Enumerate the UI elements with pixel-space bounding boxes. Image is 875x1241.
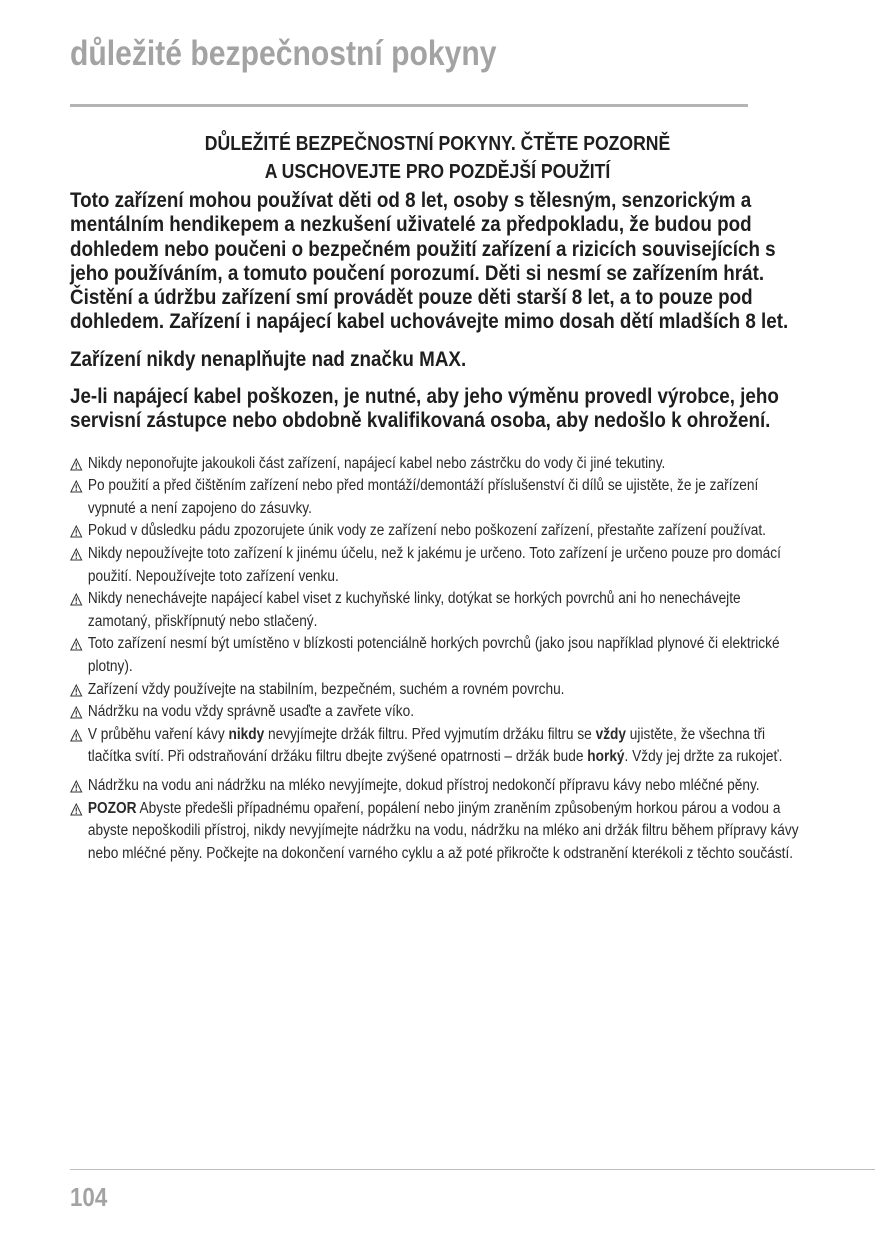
warning-item xyxy=(70,543,805,588)
warning-text: Nikdy neponořujte jakoukoli část zařízení, napájecí kabel nebo zástrčku do vody či jiné tekutiny. xyxy=(87,454,666,472)
warning-item xyxy=(70,475,805,520)
caution-label: POZOR xyxy=(87,799,137,817)
text-segment: ujistěte, že všechna tři tlačítka svítí. Při odstraňování držáku filtru dbejte zvýšené opatrnosti – držák bude xyxy=(87,725,766,766)
warning-triangle-icon xyxy=(70,701,86,719)
warning-item xyxy=(70,775,805,798)
warning-triangle-icon xyxy=(70,724,86,742)
warning-text: Pokud v důsledku pádu zpozorujete únik vody ze zařízení nebo poškození zařízení, přestaňte zařízení používat. xyxy=(87,522,766,540)
warning-text xyxy=(88,726,783,766)
warning-item xyxy=(70,588,805,633)
warning-text: Nikdy nenechávejte napájecí kabel viset z kuchyňské linky, dotýkat se horkých povrchů ani ho nenechávejte zamotaný, přiskřípnutý nebo stlačený. xyxy=(87,590,741,630)
page-number: 104 xyxy=(70,1182,108,1212)
warning-item xyxy=(70,633,805,678)
warning-triangle-icon xyxy=(70,520,86,538)
warning-text: Toto zařízení nesmí být umístěno v blízkosti potenciálně horkých povrchů (jako jsou například plynové či elektrické plotny). xyxy=(87,635,780,676)
max-fill-paragraph: Zařízení nikdy nenaplňujte nad značku MAX. xyxy=(70,346,467,371)
warning-text: Zařízení vždy používejte na stabilním, bezpečném, suchém a rovném povrchu. xyxy=(87,680,565,698)
warning-item xyxy=(70,520,805,543)
warning-triangle-icon xyxy=(70,453,86,471)
heading-line-1: DŮLEŽITÉ BEZPEČNOSTNÍ POKYNY. ČTĚTE POZORNĚ xyxy=(204,133,671,155)
emphasis-hot: horký xyxy=(587,748,625,766)
text-segment: nevyjímejte držák filtru. Před vyjmutím držáku filtru se xyxy=(264,725,596,743)
power-cord-paragraph: Je-li napájecí kabel poškozen, je nutné, aby jeho výměnu provedl výrobce, jeho servisní zástupce nebo obdobně kvalifikovaná osoba, aby nedošlo k ohrožení. xyxy=(70,384,779,433)
emphasis-always: vždy xyxy=(595,725,626,743)
warning-text: Nádržku na vodu ani nádržku na mléko nevyjímejte, dokud přístroj nedokončí přípravu kávy nebo mléčné pěny. xyxy=(87,776,760,794)
warning-triangle-icon xyxy=(70,633,86,651)
warning-triangle-icon xyxy=(70,588,86,606)
warning-triangle-icon xyxy=(70,543,86,561)
text-segment: V průběhu vaření kávy xyxy=(87,725,229,743)
warning-triangle-icon xyxy=(70,775,86,793)
heading-line-2: A USCHOVEJTE PRO POZDĚJŠÍ POUŽITÍ xyxy=(264,161,611,183)
warning-item xyxy=(70,679,805,702)
header-divider xyxy=(70,104,748,107)
warning-text xyxy=(88,800,799,862)
text-segment: . Vždy jej držte za rukojeť. xyxy=(624,748,783,766)
page-title: důležité bezpečnostní pokyny xyxy=(70,34,497,73)
warning-text: Nádržku na vodu vždy správně usaďte a zavřete víko. xyxy=(87,703,415,721)
warning-triangle-icon xyxy=(70,798,86,816)
warning-item xyxy=(70,701,805,724)
warning-item xyxy=(70,453,805,476)
text-segment: Abyste předešli případnému opaření, popálení nebo jiným zraněním způsobeným horkou párou a vodou a abyste nepoškodili přístroj, nikdy nevyjímejte nádržku na vodu, nádržku na mléko ani držák filtru během přípravy kávy nebo mléčné pěny. Počkejte na dokončení varného cyklu a až poté přikročte k odstranění kterékoli z těchto součástí. xyxy=(87,799,799,862)
safety-content xyxy=(70,130,805,865)
warning-list xyxy=(70,453,805,866)
warning-item-caution xyxy=(70,798,805,866)
warning-triangle-icon xyxy=(70,679,86,697)
footer-divider xyxy=(70,1169,875,1170)
warning-text: Nikdy nepoužívejte toto zařízení k jinému účelu, než k jakému je určeno. Toto zařízení je určeno pouze pro domácí použití. Nepoužívejte toto zařízení venku. xyxy=(87,545,781,585)
emphasis-never: nikdy xyxy=(228,725,265,743)
section-heading xyxy=(114,130,761,186)
warning-text: Po použití a před čištěním zařízení nebo před montáží/demontáží příslušenství či dílů se ujistěte, že je zařízení vypnuté a není zapojeno do zásuvky. xyxy=(87,477,759,517)
warning-item-filter-holder xyxy=(70,724,805,769)
children-usage-paragraph: Toto zařízení mohou používat děti od 8 let, osoby s tělesným, senzorickým a mentálním hendikepem a nezkušení uživatelé za předpokladu, že budou pod dohledem nebo poučeni o bezpečném použití zařízení a rizicích souvisejících s jeho používáním, a tomuto poučení porozumí. Děti si nesmí se zařízením hrát. Čistění a údržbu zařízení smí provádět pouze děti starší 8 let, a to pouze pod dohledem. Zařízení i napájecí kabel uchovávejte mimo dosah dětí mladších 8 let. xyxy=(70,188,789,334)
warning-triangle-icon xyxy=(70,475,86,493)
